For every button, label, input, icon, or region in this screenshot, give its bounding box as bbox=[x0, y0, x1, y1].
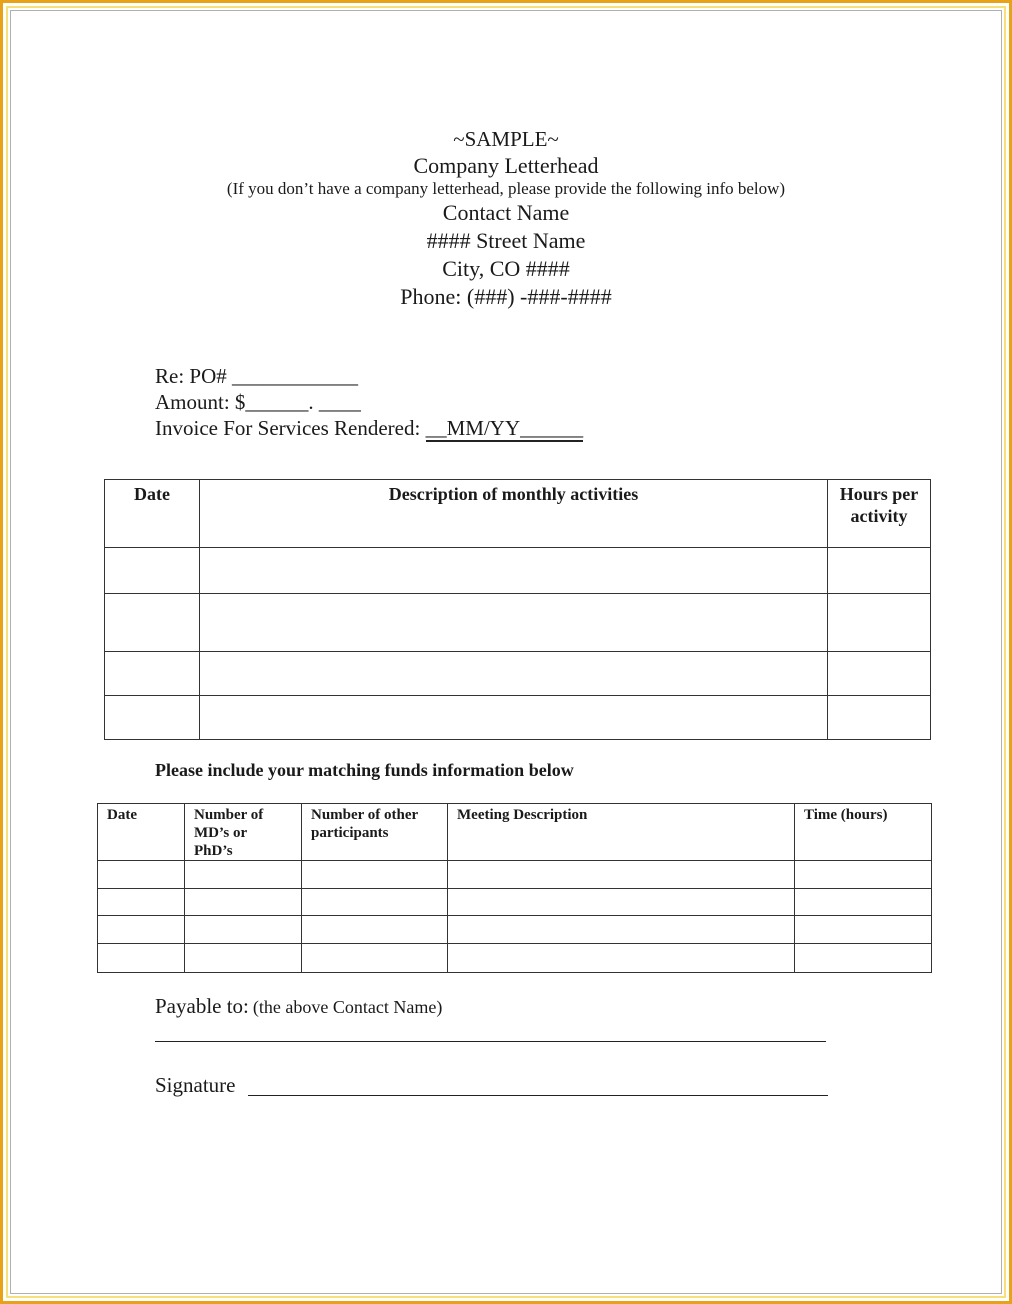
hours-cell[interactable] bbox=[828, 696, 931, 740]
activities-table bbox=[104, 479, 931, 740]
time-cell[interactable] bbox=[795, 944, 932, 973]
md-phd-cell[interactable] bbox=[185, 861, 302, 889]
contact-name: Contact Name bbox=[442, 200, 570, 225]
date-cell[interactable] bbox=[98, 944, 185, 973]
table-row bbox=[105, 594, 931, 652]
payable-line bbox=[155, 994, 442, 1019]
table-row bbox=[105, 652, 931, 696]
table-row bbox=[98, 944, 932, 973]
participants-cell[interactable] bbox=[302, 861, 448, 889]
table-row bbox=[105, 696, 931, 740]
time-cell[interactable] bbox=[795, 916, 932, 944]
signature-blank-line[interactable] bbox=[248, 1095, 828, 1096]
matching-funds-heading: Please include your matching funds information below bbox=[155, 760, 574, 780]
amount-field: Amount: $______. ____ bbox=[155, 390, 361, 414]
table-row bbox=[98, 916, 932, 944]
participants-cell[interactable] bbox=[302, 889, 448, 916]
time-cell[interactable] bbox=[795, 889, 932, 916]
table-row bbox=[105, 548, 931, 594]
participants-cell[interactable] bbox=[302, 916, 448, 944]
date-cell[interactable] bbox=[105, 652, 200, 696]
payable-blank-line[interactable] bbox=[155, 1041, 826, 1042]
invoice-label: Invoice For Services Rendered: bbox=[155, 416, 426, 440]
company-letterhead: Company Letterhead bbox=[413, 153, 599, 178]
date-cell[interactable] bbox=[98, 916, 185, 944]
md-phd-cell[interactable] bbox=[185, 944, 302, 973]
date-cell[interactable] bbox=[98, 861, 185, 889]
header-meeting-description: Meeting Description bbox=[448, 804, 795, 861]
matching-header-row bbox=[98, 804, 932, 861]
invoice-period: __MM/YY______ bbox=[425, 416, 584, 440]
hours-cell[interactable] bbox=[828, 652, 931, 696]
header-hours: Hours per activity bbox=[828, 480, 931, 548]
date-cell[interactable] bbox=[98, 889, 185, 916]
po-field: Re: PO# ____________ bbox=[155, 364, 359, 388]
signature-label: Signature bbox=[155, 1073, 236, 1097]
hours-cell[interactable] bbox=[828, 594, 931, 652]
invoice-field bbox=[155, 416, 583, 441]
md-phd-cell[interactable] bbox=[185, 916, 302, 944]
header-date: Date bbox=[98, 804, 185, 861]
payable-label: Payable to: bbox=[155, 994, 249, 1018]
meeting-cell[interactable] bbox=[448, 944, 795, 973]
matching-funds-table bbox=[97, 803, 932, 973]
table-row bbox=[98, 861, 932, 889]
meeting-cell[interactable] bbox=[448, 861, 795, 889]
sample-label: ~SAMPLE~ bbox=[453, 127, 559, 151]
time-cell[interactable] bbox=[795, 861, 932, 889]
header-time: Time (hours) bbox=[795, 804, 932, 861]
description-cell[interactable] bbox=[200, 696, 828, 740]
participants-cell[interactable] bbox=[302, 944, 448, 973]
header-date: Date bbox=[105, 480, 200, 548]
payable-note: (the above Contact Name) bbox=[252, 997, 443, 1017]
hours-cell[interactable] bbox=[828, 548, 931, 594]
city-line: City, CO #### bbox=[442, 256, 570, 281]
meeting-cell[interactable] bbox=[448, 916, 795, 944]
header-description: Description of monthly activities bbox=[200, 480, 828, 548]
header-md-phd: Number of MD’s or PhD’s bbox=[185, 804, 302, 861]
description-cell[interactable] bbox=[200, 652, 828, 696]
meeting-cell[interactable] bbox=[448, 889, 795, 916]
phone-line: Phone: (###) -###-#### bbox=[400, 284, 612, 309]
letterhead-note: (If you don’t have a company letterhead, please provide the following info below) bbox=[226, 179, 786, 198]
md-phd-cell[interactable] bbox=[185, 889, 302, 916]
description-cell[interactable] bbox=[200, 594, 828, 652]
street-name: #### Street Name bbox=[426, 228, 586, 253]
date-cell[interactable] bbox=[105, 594, 200, 652]
date-cell[interactable] bbox=[105, 696, 200, 740]
activities-header-row bbox=[105, 480, 931, 548]
header-other-participants: Number of other participants bbox=[302, 804, 448, 861]
description-cell[interactable] bbox=[200, 548, 828, 594]
table-row bbox=[98, 889, 932, 916]
date-cell[interactable] bbox=[105, 548, 200, 594]
